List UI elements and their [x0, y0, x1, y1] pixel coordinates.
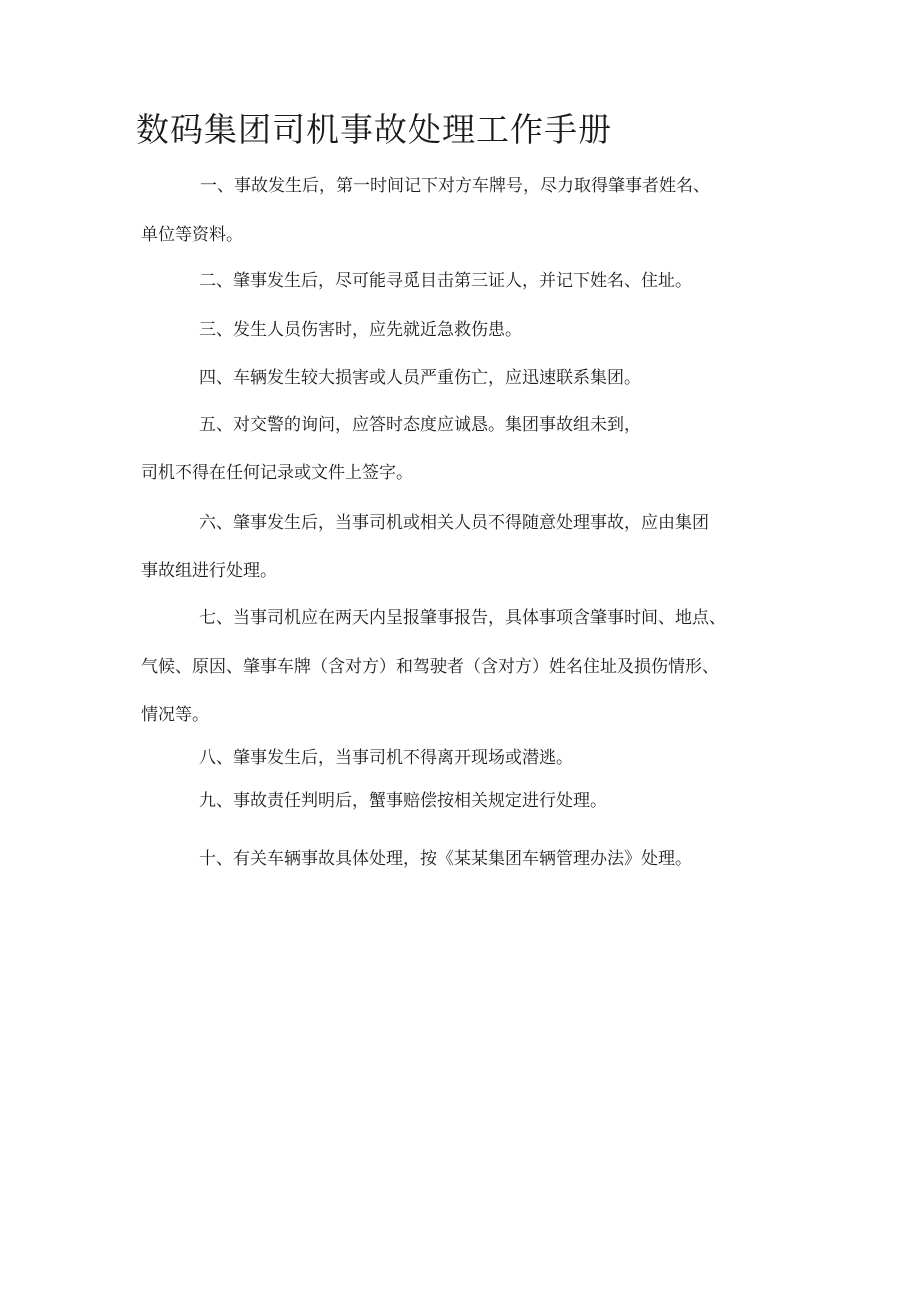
rule-1-line-2: 单位等资料。 — [141, 225, 243, 245]
rule-6-line-1: 六、肇事发生后，当事司机或相关人员不得随意处理事故，应由集团 — [199, 513, 709, 533]
rule-7-line-2: 气候、原因、肇事车牌（含对方）和驾驶者（含对方）姓名住址及损伤情形、 — [141, 657, 719, 677]
rule-5-line-1: 五、对交警的询问，应答时态度应诚恳。集团事故组未到， — [199, 415, 641, 435]
document-title: 数码集团司机事故处理工作手册 — [136, 110, 612, 149]
rule-1-line-1: 一、事故发生后，第一时间记下对方车牌号，尽力取得肇事者姓名、 — [200, 176, 710, 196]
rule-5-line-2: 司机不得在任何记录或文件上签字。 — [141, 463, 413, 483]
rule-3: 三、发生人员伤害时，应先就近急救伤患。 — [199, 320, 522, 340]
rule-7-line-3: 情况等。 — [141, 705, 209, 725]
rule-8: 八、肇事发生后，当事司机不得离开现场或潜逃。 — [199, 748, 573, 768]
rule-9: 九、事故责任判明后，蟹事赔偿按相关规定进行处理。 — [199, 791, 607, 811]
rule-7-line-1: 七、当事司机应在两天内呈报肇事报告，具体事项含肇事时间、地点、 — [199, 608, 726, 628]
rule-10: 十、有关车辆事故具体处理，按《某某集团车辆管理办法》处理。 — [199, 849, 692, 869]
rule-6-line-2: 事故组进行处理。 — [141, 561, 277, 581]
rule-4: 四、车辆发生较大损害或人员严重伤亡，应迅速联系集团。 — [199, 368, 641, 388]
rule-2: 二、肇事发生后，尽可能寻觅目击第三证人，并记下姓名、住址。 — [199, 271, 692, 291]
